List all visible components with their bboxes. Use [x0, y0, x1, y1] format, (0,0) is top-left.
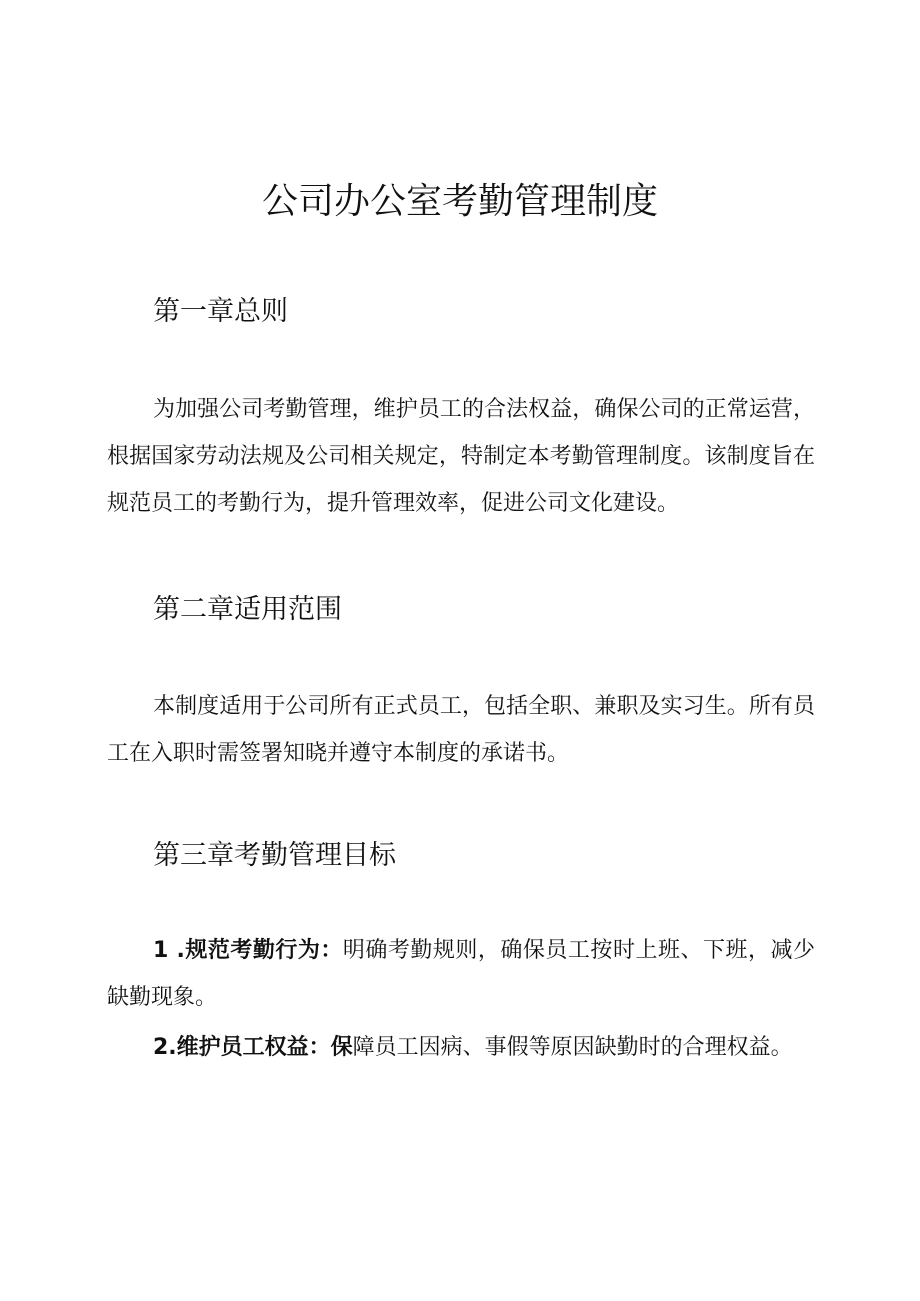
- chapter-3-heading: 第三章考勤管理目标: [153, 840, 396, 871]
- chapter-1-heading: 第一章总则: [153, 296, 288, 327]
- item-1-label: 1 .规范考勤行为：: [153, 938, 343, 963]
- list-item: [107, 927, 815, 1021]
- item-2-text: 障员工因病、事假等原因缺勤时的合理权益。: [352, 1035, 793, 1060]
- chapter-1-paragraph: 为加强公司考勤管理，维护员工的合法权益，确保公司的正常运营，根据国家劳动法规及公司相关规定，特制定本考勤管理制度。该制度旨在规范员工的考勤行为，提升管理效率，促进公司文化建设。: [107, 397, 815, 516]
- item-2-label: 2.维护员工权益：保: [153, 1035, 353, 1060]
- item-1-text: 明确考勤规则，确保员工按时上班、下班，减少缺勤现象。: [107, 938, 815, 1010]
- list-item: [107, 1024, 815, 1071]
- chapter-2-heading: 第二章适用范围: [153, 594, 342, 625]
- chapter-2-paragraph: 本制度适用于公司所有正式员工，包括全职、兼职及实习生。所有员工在入职时需签署知晓并遵守本制度的承诺书。: [107, 694, 815, 766]
- document-title: 公司办公室考勤管理制度: [261, 181, 658, 222]
